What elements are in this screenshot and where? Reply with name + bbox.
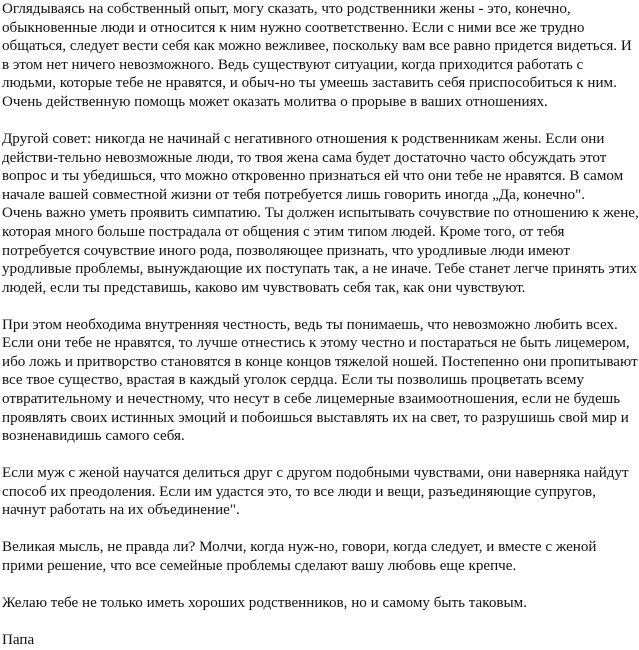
signature-text: Папа: [2, 631, 35, 648]
text-line: все твое существо, врастая в каждый уголок сердца. Если ты позволишь процветать всему: [2, 372, 584, 389]
text-line: ибо ложь и притворство становятся в конце концов тяжелой ношей. Постепенно они пропитывают: [2, 353, 638, 370]
paragraph-4: [2, 464, 629, 520]
text-line: Если муж с женой научатся делиться друг с другом подобными чувствами, они наверняка найдут: [2, 465, 629, 482]
text-line: общаться, следует вести себя как можно вежливее, поскольку вам все равно придется видеться. И: [2, 38, 632, 55]
text-line: обыкновенные люди и относится к ним нужно соответственно. Если с ними все же трудно: [2, 19, 585, 36]
text-line: способ их преодоления. Если им удастся это, то все люди и вещи, разъединяющие супругов,: [2, 483, 596, 500]
text-line: Очень действенную помощь может оказать молитва о прорыве в ваших отношениях.: [2, 93, 548, 110]
text-line: в этом нет ничего невозможного. Ведь существуют ситуации, когда приходится работать с: [2, 56, 584, 73]
text-line: прими решение, что все семейные проблемы сделают вашу любовь еще крепче.: [2, 558, 517, 574]
text-line: отвратительному и нечестному, что несут в себе лицемерные взаимоотношения, если не будешь: [2, 391, 621, 408]
text-line: Другой совет: никогда не начинай с негативного отношения к родственникам жены. Если они: [2, 130, 605, 147]
text-line: Если они тебе не нравятся, то лучше отнестись к этому честно и постараться не быть лицемером,: [2, 335, 630, 352]
text-line: начале вашей совместной жизни от тебя потребуется лишь говорить иногда „Да, конечно".: [2, 186, 586, 203]
paragraph-5: [2, 538, 620, 575]
text-line: При этом необходима внутренняя честность, ведь ты понимаешь, что невозможно любить всех.: [2, 316, 618, 333]
text-line: потребуется сочувствие иного рода, позволяющее признать, что уродливые люди имеют: [2, 242, 570, 259]
text-line: Великая мысль, не правда ли? Молчи, когда нуж-но, говори, когда следует, и вместе с женой: [2, 539, 597, 556]
paragraph-6: [2, 594, 620, 613]
text-line: Желаю тебе не только иметь хороших родственников, но и самому быть таковым.: [2, 594, 527, 611]
text-line: начнут работать на их объединение".: [2, 502, 240, 519]
paragraph-2: [2, 130, 639, 297]
signature: [2, 631, 620, 650]
text-line: людьми, которые тебе не нравятся, и обыч-но ты умеешь заставить себя приспособиться к ним.: [2, 75, 617, 92]
paragraph-3: [2, 316, 638, 446]
text-line: возненавидишь самого себя.: [2, 428, 185, 445]
text-line: действи-тельно невозможные люди, то твоя жена сама будет достаточно часто обсуждать этот: [2, 149, 607, 166]
paragraph-1: [2, 0, 632, 112]
text-line: Очень важно уметь проявить симпатию. Ты должен испытывать сочувствие по отношению к жене,: [2, 205, 639, 222]
text-line: людей, если ты представишь, каково им чувствовать себя так, как они чувствуют.: [2, 279, 526, 296]
text-line: Оглядываясь на собственный опыт, могу сказать, что родственники жены - это, конечно,: [2, 1, 571, 17]
text-line: вопрос и ты убедишься, что можно откровенно признаться ей что они тебе не нравятся. В самом: [2, 168, 624, 185]
text-line: уродливые проблемы, вынуждающие их поступать так, а не иначе. Тебе станет легче принять этих: [2, 261, 638, 278]
text-line: которая много больше пострадала от общения с этим типом людей. Кроме того, от тебя: [2, 223, 565, 240]
text-line: проявлять своих истинных эмоций и побоишься выставлять их на свет, то разрушишь свой мир и: [2, 409, 629, 426]
